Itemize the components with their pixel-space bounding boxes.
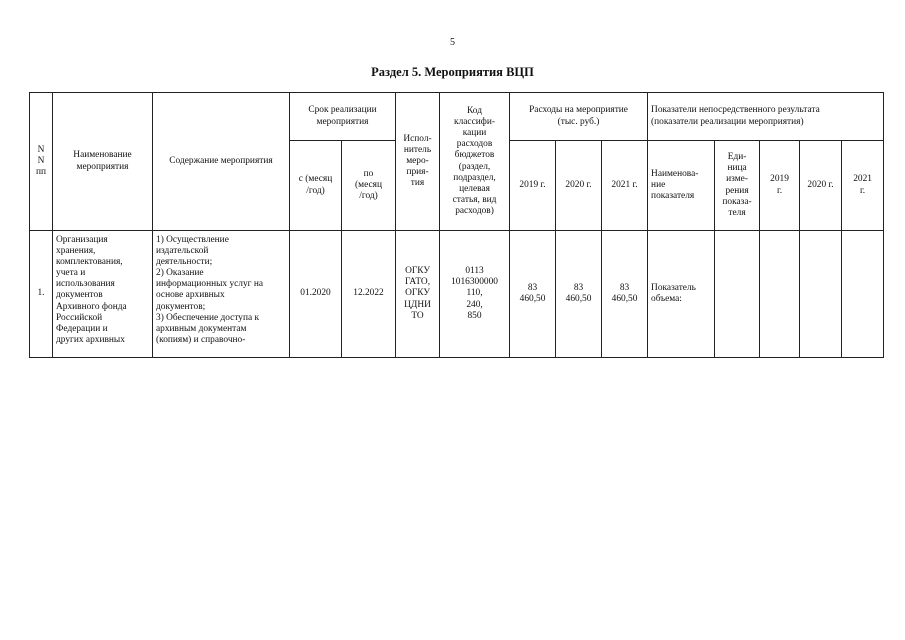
- page-number: 5: [450, 37, 455, 48]
- row-expenses-2019: 83 460,50: [510, 231, 556, 358]
- header-activity-name: Наименование мероприятия: [53, 93, 153, 231]
- table-row: [30, 231, 884, 358]
- row-activity-name: Организация хранения, комплектования, учета и использования документов Архивного фонда Российской Федерации и других архивных: [53, 231, 153, 358]
- header-executor: Испол- нитель меро- прия- тия: [396, 93, 440, 231]
- row-expenses-2021: 83 460,50: [602, 231, 648, 358]
- header-expenses-2021: 2021 г.: [602, 141, 648, 231]
- row-period-to: 12.2022: [342, 231, 396, 358]
- header-indicator-2019: 2019 г.: [760, 141, 800, 231]
- row-activity-content: 1) Осуществление издательской деятельности; 2) Оказание информационных услуг на основе архивных документов; 3) Обеспечение доступа к архивным документам (копиям) и справочно-: [153, 231, 290, 358]
- row-period-from: 01.2020: [290, 231, 342, 358]
- header-indicators: Показатели непосредственного результата (показатели реализации мероприятия): [648, 93, 884, 141]
- header-period-from: с (месяц /год): [290, 141, 342, 231]
- header-budget-code: Код классифи- кации расходов бюджетов (раздел, подраздел, целевая статья, вид расходов): [440, 93, 510, 231]
- row-indicator-2019: [760, 231, 800, 358]
- header-expenses-2020: 2020 г.: [556, 141, 602, 231]
- row-indicator-name: Показатель объема:: [648, 231, 715, 358]
- header-expenses: Расходы на мероприятие (тыс. руб.): [510, 93, 648, 141]
- header-expenses-2019: 2019 г.: [510, 141, 556, 231]
- row-indicator-2020: [800, 231, 842, 358]
- row-expenses-2020: 83 460,50: [556, 231, 602, 358]
- header-indicator-name: Наименова- ние показателя: [648, 141, 715, 231]
- header-nn: N N пп: [30, 93, 53, 231]
- header-period-to: по (месяц /год): [342, 141, 396, 231]
- row-indicator-2021: [842, 231, 884, 358]
- header-indicator-unit: Еди- ница изме- рения показа- теля: [715, 141, 760, 231]
- header-period: Срок реализации мероприятия: [290, 93, 396, 141]
- header-activity-content: Содержание мероприятия: [153, 93, 290, 231]
- activities-table: [29, 92, 884, 358]
- section-title: Раздел 5. Мероприятия ВЦП: [371, 65, 534, 79]
- row-nn: 1.: [30, 231, 53, 358]
- header-row-1: [30, 93, 884, 141]
- header-indicator-2020: 2020 г.: [800, 141, 842, 231]
- header-indicator-2021: 2021 г.: [842, 141, 884, 231]
- row-indicator-unit: [715, 231, 760, 358]
- row-budget-code: 0113 1016300000 110, 240, 850: [440, 231, 510, 358]
- row-executor: ОГКУ ГАТО, ОГКУ ЦДНИ ТО: [396, 231, 440, 358]
